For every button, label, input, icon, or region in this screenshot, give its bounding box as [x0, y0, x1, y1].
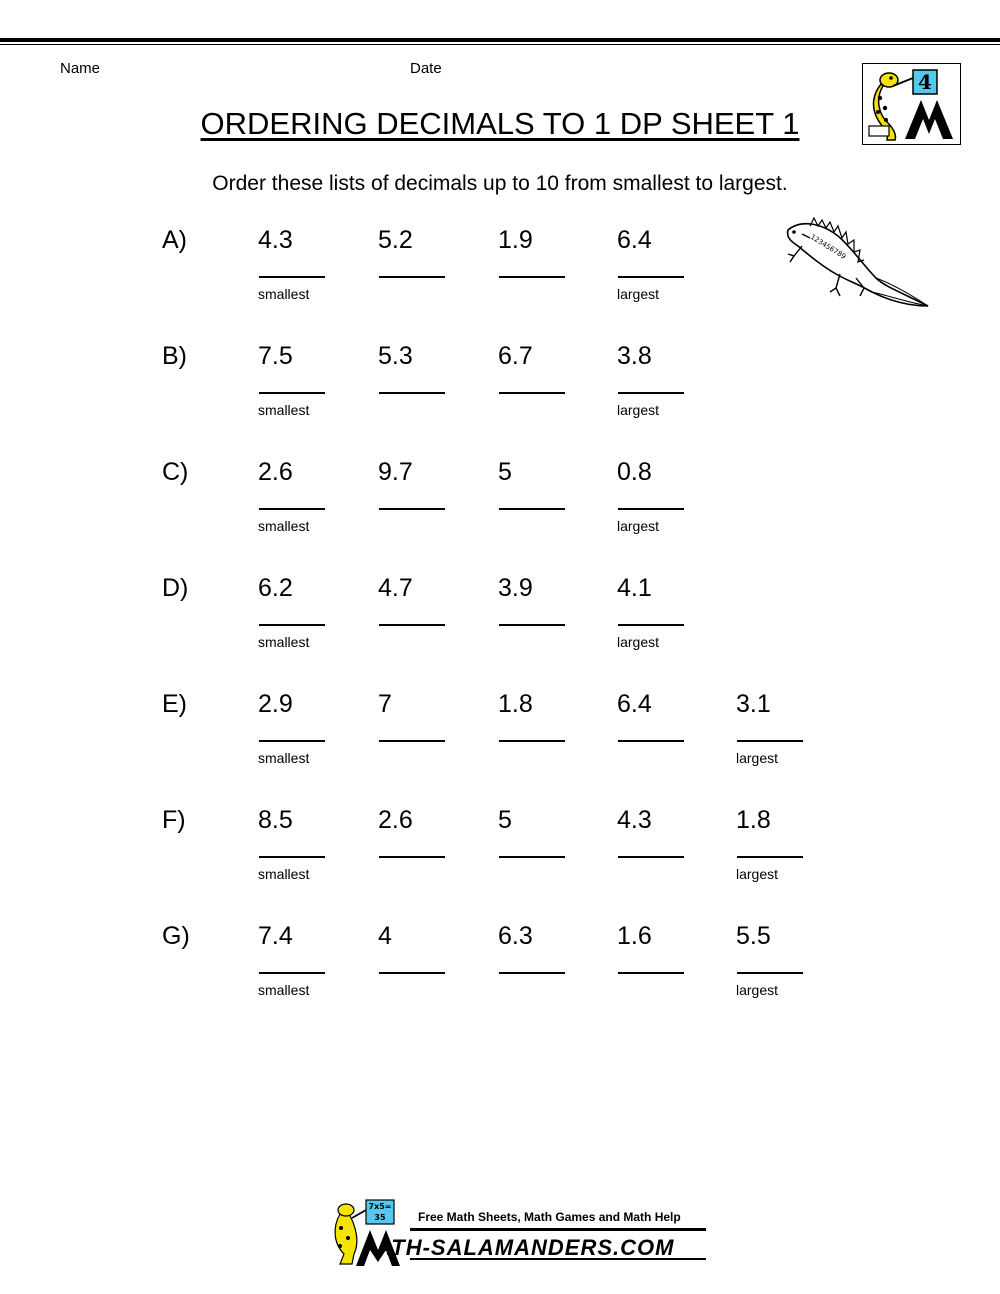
answer-blank[interactable]	[379, 276, 445, 278]
decimal-value: 0.8	[617, 458, 652, 486]
decimal-value: 2.6	[378, 806, 413, 834]
footer-tagline: Free Math Sheets, Math Games and Math Help	[418, 1210, 681, 1224]
question-row	[0, 806, 1000, 916]
page-title: ORDERING DECIMALS TO 1 DP SHEET 1	[200, 106, 800, 141]
decimal-value: 1.8	[736, 806, 771, 834]
question-label: B)	[162, 342, 187, 370]
question-row	[0, 922, 1000, 1032]
question-label: A)	[162, 226, 187, 254]
decimal-value: 4.3	[258, 226, 293, 254]
largest-hint: largest	[736, 982, 779, 998]
salamander-digits: 123456789	[808, 232, 848, 261]
name-label: Name	[60, 60, 101, 77]
answer-blank[interactable]	[618, 624, 684, 626]
largest-hint: largest	[617, 518, 660, 534]
largest-hint: largest	[617, 634, 660, 650]
svg-text:7x5=: 7x5=	[368, 1202, 392, 1211]
smallest-hint: smallest	[258, 634, 310, 650]
decimal-value: 2.6	[258, 458, 293, 486]
question-label: D)	[162, 574, 189, 602]
decimal-value: 6.4	[617, 690, 652, 718]
decimal-value: 3.9	[498, 574, 533, 602]
svg-text:35: 35	[374, 1213, 386, 1222]
decimal-value: 4.3	[617, 806, 652, 834]
decimal-value: 5.3	[378, 342, 413, 370]
answer-blank[interactable]	[379, 624, 445, 626]
decimal-value: 7.4	[258, 922, 293, 950]
largest-hint: largest	[736, 866, 779, 882]
decimal-value: 9.7	[378, 458, 413, 486]
decimal-value: 5.2	[378, 226, 413, 254]
decimal-value: 1.8	[498, 690, 533, 718]
answer-blank[interactable]	[499, 740, 565, 742]
grade-badge: 4	[918, 70, 932, 94]
answer-blank[interactable]	[737, 856, 803, 858]
instructions: Order these lists of decimals up to 10 from smallest to largest.	[212, 172, 788, 195]
smallest-hint: smallest	[258, 402, 310, 418]
smallest-hint: smallest	[258, 750, 310, 766]
question-label: G)	[162, 922, 190, 950]
answer-blank[interactable]	[259, 856, 325, 858]
answer-blank[interactable]	[618, 508, 684, 510]
decimal-value: 4.1	[617, 574, 652, 602]
answer-blank[interactable]	[259, 624, 325, 626]
smallest-hint: smallest	[258, 982, 310, 998]
answer-blank[interactable]	[379, 740, 445, 742]
answer-blank[interactable]	[618, 856, 684, 858]
decimal-value: 5	[498, 806, 512, 834]
question-row	[0, 226, 1000, 336]
decimal-value: 4.7	[378, 574, 413, 602]
decimal-value: 1.6	[617, 922, 652, 950]
answer-blank[interactable]	[379, 972, 445, 974]
answer-blank[interactable]	[379, 392, 445, 394]
largest-hint: largest	[736, 750, 779, 766]
largest-hint: largest	[617, 402, 660, 418]
smallest-hint: smallest	[258, 518, 310, 534]
date-label: Date	[410, 60, 442, 77]
decimal-value: 5.5	[736, 922, 771, 950]
decimal-value: 6.7	[498, 342, 533, 370]
decimal-value: 6.2	[258, 574, 293, 602]
decimal-value: 3.1	[736, 690, 771, 718]
decimal-value: 4	[378, 922, 392, 950]
answer-blank[interactable]	[259, 972, 325, 974]
answer-blank[interactable]	[618, 276, 684, 278]
decimal-value: 7.5	[258, 342, 293, 370]
question-row	[0, 458, 1000, 568]
answer-blank[interactable]	[379, 508, 445, 510]
answer-blank[interactable]	[379, 856, 445, 858]
answer-blank[interactable]	[499, 856, 565, 858]
answer-blank[interactable]	[259, 740, 325, 742]
smallest-hint: smallest	[258, 286, 310, 302]
footer-site-name: ATH-SALAMANDERS.COM	[376, 1235, 675, 1260]
question-row	[0, 574, 1000, 684]
answer-blank[interactable]	[499, 972, 565, 974]
largest-hint: largest	[617, 286, 660, 302]
decimal-value: 6.4	[617, 226, 652, 254]
top-rule-thin	[0, 44, 1000, 45]
answer-blank[interactable]	[259, 508, 325, 510]
decimal-value: 7	[378, 690, 392, 718]
answer-blank[interactable]	[618, 392, 684, 394]
answer-blank[interactable]	[737, 740, 803, 742]
decimal-value: 6.3	[498, 922, 533, 950]
answer-blank[interactable]	[259, 276, 325, 278]
question-label: C)	[162, 458, 189, 486]
answer-blank[interactable]	[499, 508, 565, 510]
smallest-hint: smallest	[258, 866, 310, 882]
answer-blank[interactable]	[499, 276, 565, 278]
answer-blank[interactable]	[618, 972, 684, 974]
answer-blank[interactable]	[499, 624, 565, 626]
answer-blank[interactable]	[499, 392, 565, 394]
decimal-value: 1.9	[498, 226, 533, 254]
decimal-value: 5	[498, 458, 512, 486]
decimal-value: 2.9	[258, 690, 293, 718]
decimal-value: 3.8	[617, 342, 652, 370]
answer-blank[interactable]	[618, 740, 684, 742]
top-rule	[0, 38, 1000, 42]
question-row	[0, 690, 1000, 800]
decimal-value: 8.5	[258, 806, 293, 834]
question-label: F)	[162, 806, 186, 834]
question-label: E)	[162, 690, 187, 718]
answer-blank[interactable]	[259, 392, 325, 394]
question-row	[0, 342, 1000, 452]
answer-blank[interactable]	[737, 972, 803, 974]
